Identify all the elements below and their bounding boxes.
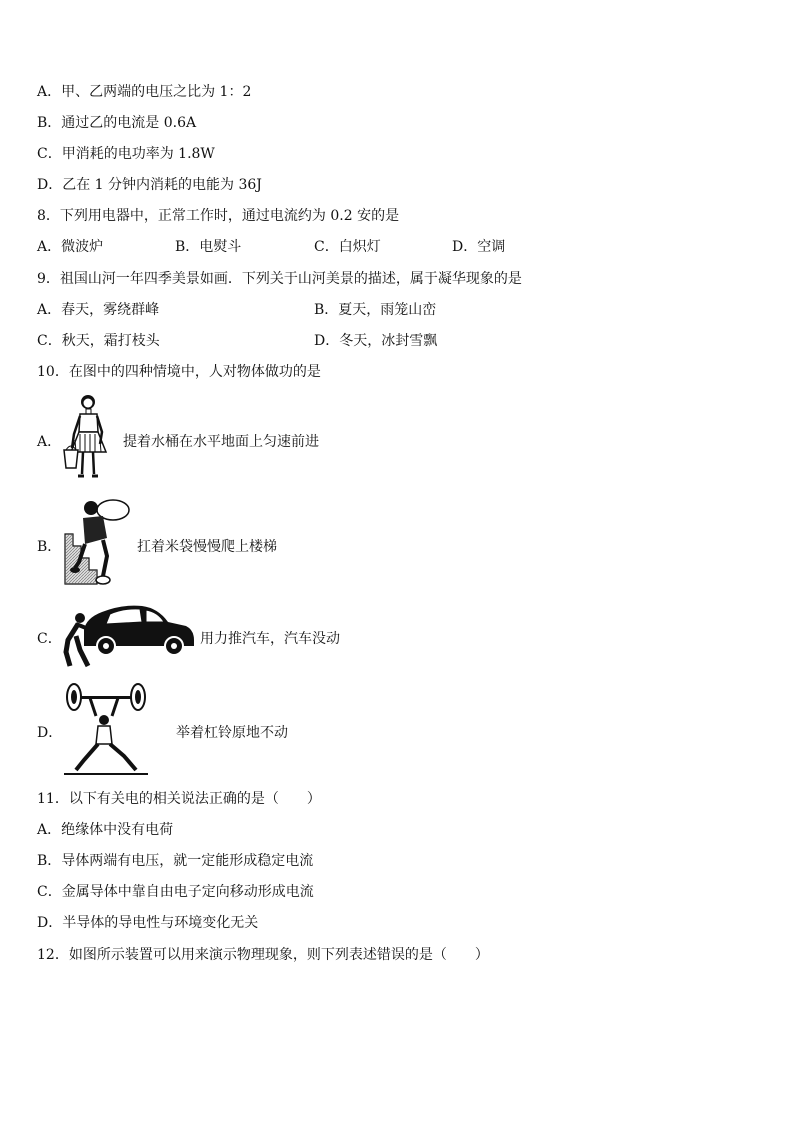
q7-option-c: C．甲消耗的电功率为 1.8W [37,146,215,162]
q10-stem: 10．在图中的四种情境中，人对物体做功的是 [37,364,321,380]
q9-option-b: B．夏天，雨笼山峦 [314,302,437,318]
q9-option-a: A．春天，雾绕群峰 [37,302,160,318]
q8-option-a: A．微波炉 [37,239,104,255]
q7-option-d: D．乙在 1 分钟内消耗的电能为 36J [37,177,262,193]
q7-option-b: B．通过乙的电流是 0.6A [37,115,197,131]
q11-option-d: D．半导体的导电性与环境变化无关 [37,915,259,931]
q10-item-b-label: B． [37,539,62,555]
q11-stem: 11．以下有关电的相关说法正确的是（ ） [37,791,321,807]
q9-option-c: C．秋天，霜打枝头 [37,333,160,349]
q8-stem: 8．下列用电器中，正常工作时，通过电流约为 0.2 安的是 [37,208,400,224]
q10-item-a-label: A． [37,434,62,450]
q11-option-a: A．绝缘体中没有电荷 [37,822,174,838]
q9-option-d: D．冬天，冰封雪飘 [314,333,438,349]
q10-item-c-label: C． [37,631,62,647]
woman-carrying-bucket-icon [60,392,122,486]
q12-stem: 12．如图所示装置可以用来演示物理现象，则下列表述错误的是（ ） [37,947,489,963]
q10-item-a-caption: 提着水桶在水平地面上匀速前进 [123,434,319,450]
q10-item-b-caption: 扛着米袋慢慢爬上楼梯 [137,539,277,555]
q8-option-d: D．空调 [452,239,506,255]
q10-item-c-caption: 用力推汽车，汽车没动 [200,631,340,647]
q8-option-c: C．白炽灯 [314,239,381,255]
q8-option-b: B．电熨斗 [175,239,242,255]
man-carrying-sack-upstairs-icon [63,496,133,588]
q11-option-b: B．导体两端有电压，就一定能形成稳定电流 [37,853,314,869]
q9-stem: 9．祖国山河一年四季美景如画．下列关于山河美景的描述，属于凝华现象的是 [37,271,522,287]
q7-option-a: A．甲、乙两端的电压之比为 1：2 [37,84,252,100]
q10-item-d-label: D． [37,725,63,741]
q11-option-c: C．金属导体中靠自由电子定向移动形成电流 [37,884,314,900]
weightlifter-icon [62,682,150,778]
man-pushing-car-icon [62,600,198,672]
q10-item-d-caption: 举着杠铃原地不动 [176,725,288,741]
